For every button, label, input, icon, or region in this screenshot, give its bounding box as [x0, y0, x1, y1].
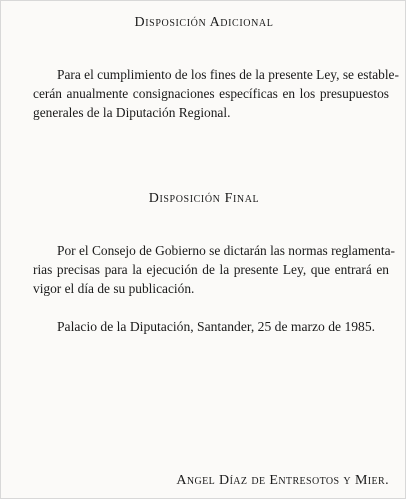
paragraph-disposicion-final: [33, 241, 396, 298]
closing-place-date: Palacio de la Diputación, Santander, 25 de marzo de 1985.: [57, 319, 376, 334]
paragraph-line: Por el Consejo de Gobierno se dictarán las normas reglamenta-: [57, 243, 396, 258]
signature: Angel Díaz de Entresotos y Mier.: [176, 473, 389, 488]
paragraph-line: Para el cumplimiento de los fines de la presente Ley, se estable-: [57, 67, 399, 82]
paragraph-line: rias precisas para la ejecución de la presente Ley, que entrará en: [33, 262, 389, 277]
paragraph-line: generales de la Diputación Regional.: [33, 105, 231, 120]
paragraph-disposicion-adicional: [33, 65, 399, 122]
paragraph-line: vigor el día de su publicación.: [33, 281, 195, 296]
paragraph-line: cerán anualmente consignaciones específicas en los presupuestos: [33, 86, 389, 101]
heading-disposicion-final: Disposición Final: [148, 191, 260, 206]
heading-disposicion-adicional: Disposición Adicional: [134, 15, 274, 30]
